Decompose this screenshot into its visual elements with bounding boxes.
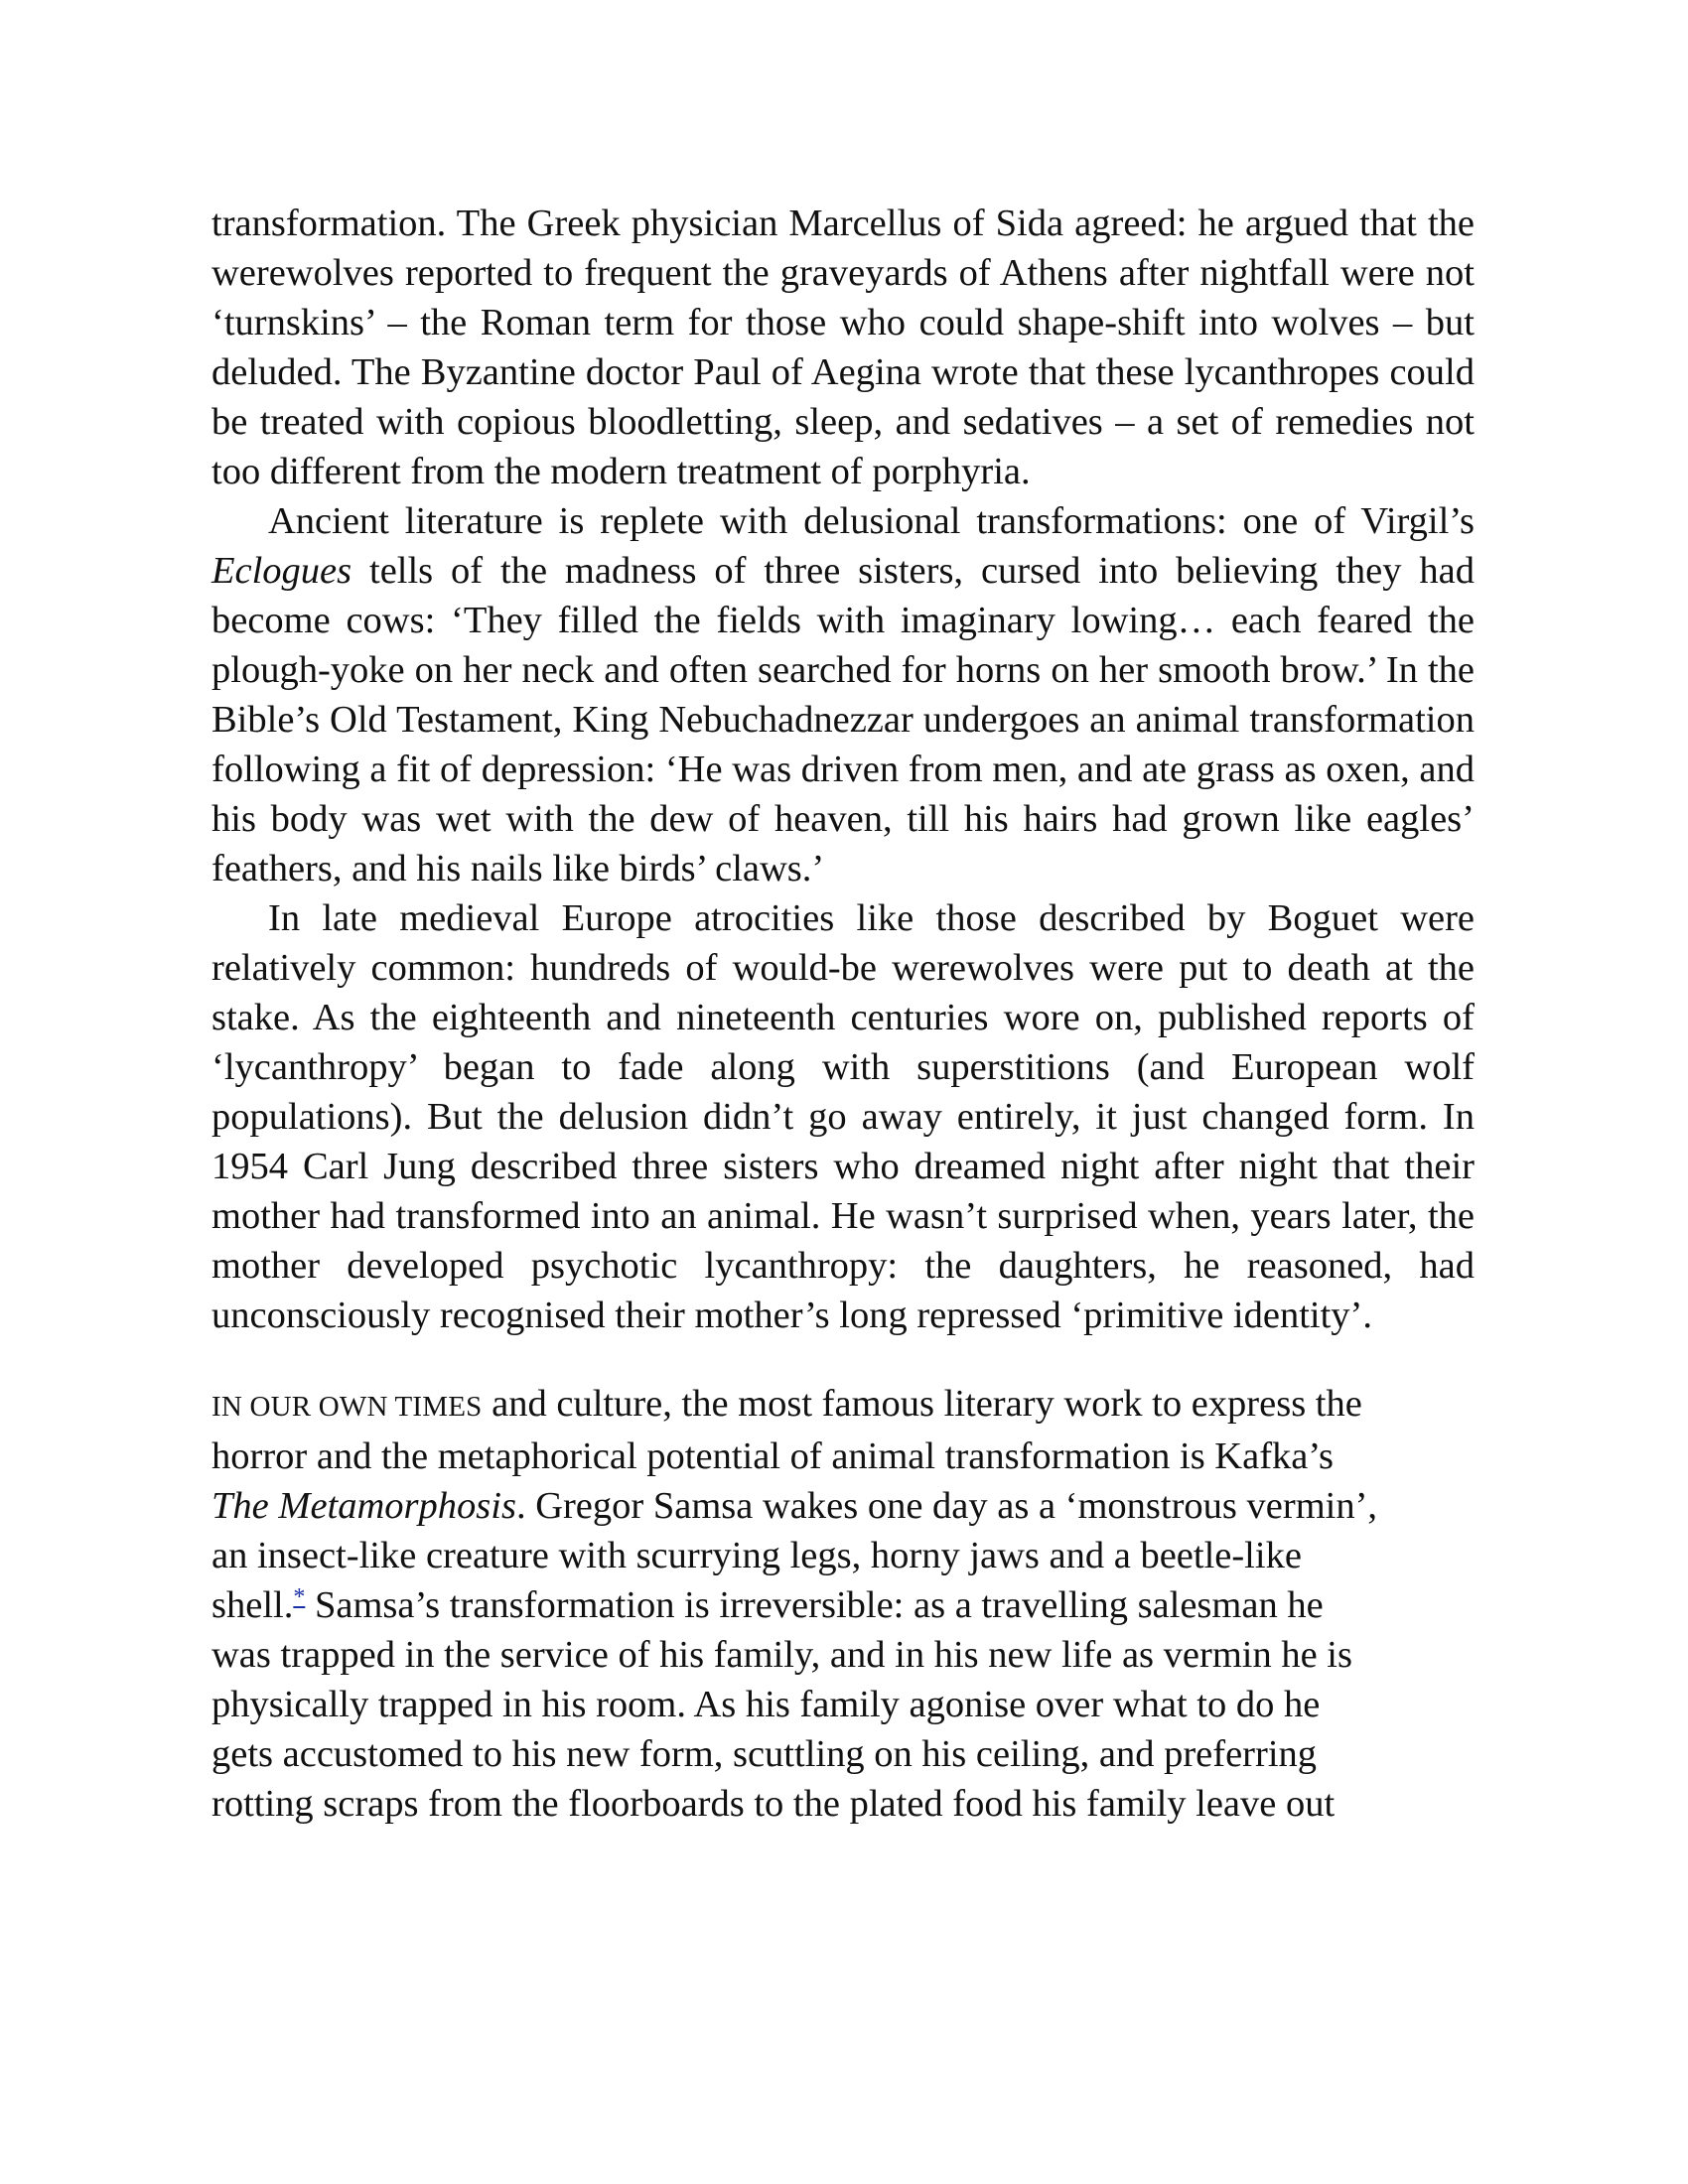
- p4-line-7: physically trapped in his room. As his family agonise over what to do he: [211, 1684, 1321, 1725]
- paragraph-3: In late medieval Europe atrocities like those described by Boguet were relatively common: hundreds of would-be werewolves were put to death at the stake. As the eighteenth and nineteenth centuries wore on, published reports of ‘lycanthropy’ began to fade along with superstitions (and European wolf populations). But the delusion didn’t go away entirely, it just changed form. In 1954 Carl Jung described three sisters who dreamed night after night that their mother had transformed into an animal. He wasn’t surprised when, years later, the mother developed psychotic lycanthropy: the daughters, he reasoned, had unconsciously recognised their mother’s long repressed ‘primitive identity’.: [211, 897, 1475, 1336]
- eclogues-title: Eclogues: [211, 550, 352, 592]
- paragraph-2-text-before: Ancient literature is replete with delusional transformations: one of Virgil’s: [268, 500, 1475, 542]
- p4-line-4: an insect-like creature with scurrying legs, horny jaws and a beetle-like: [211, 1535, 1302, 1576]
- paragraph-1: transformation. The Greek physician Marcellus of Sida agreed: he argued that the werewolves reported to frequent the graveyards of Athens after nightfall were not ‘turnskins’ – the Roman term for those who could shape-shift into wolves – but deluded. The Byzantine doctor Paul of Aegina wrote that these lycanthropes could be treated with copious bloodletting, sleep, and sedatives – a set of remedies not too different from the modern treatment of porphyria.: [211, 203, 1475, 492]
- footnote-link[interactable]: *: [293, 1584, 306, 1610]
- p4-line-3-rest: . Gregor Samsa wakes one day as a ‘monstrous vermin’,: [515, 1485, 1378, 1527]
- paragraph-4: [211, 1379, 1475, 1829]
- p4-line-5-rest: Samsa’s transformation is irreversible: as a travelling salesman he: [305, 1584, 1324, 1626]
- section-text-block: [211, 1379, 1475, 1829]
- p4-line-9: rotting scraps from the floorboards to the plated food his family leave out: [211, 1783, 1336, 1825]
- p4-line-1-rest: and culture, the most famous literary work to express the: [482, 1383, 1362, 1425]
- paragraph-2-text-after: tells of the madness of three sisters, cursed into believing they had become cows: ‘They filled the fields with imaginary lowing… each feared the plough-yoke on her neck and often searched for horns on her smooth brow.’ In the Bible’s Old Testament, King Nebuchadnezzar undergoes an animal transformation following a fit of depression: ‘He was driven from men, and ate grass as oxen, and his body was wet with the dew of heaven, till his hairs had grown like eagles’ feathers, and his nails like birds’ claws.’: [211, 550, 1475, 889]
- section-lead-small-caps: IN OUR OWN TIMES: [211, 1391, 483, 1423]
- p4-line-8: gets accustomed to his new form, scuttling on his ceiling, and preferring: [211, 1733, 1318, 1775]
- section-break: [211, 1340, 1475, 1379]
- paragraph-2: [211, 496, 1475, 893]
- p4-line-6: was trapped in the service of his family, and in his new life as vermin he is: [211, 1634, 1352, 1676]
- p4-line-5-start: shell.: [211, 1584, 294, 1626]
- page-content: [211, 199, 1475, 1829]
- justified-text-block: [211, 199, 1475, 1340]
- metamorphosis-title: The Metamorphosis: [211, 1485, 516, 1527]
- p4-line-2: horror and the metaphorical potential of animal transformation is Kafka’s: [211, 1435, 1335, 1477]
